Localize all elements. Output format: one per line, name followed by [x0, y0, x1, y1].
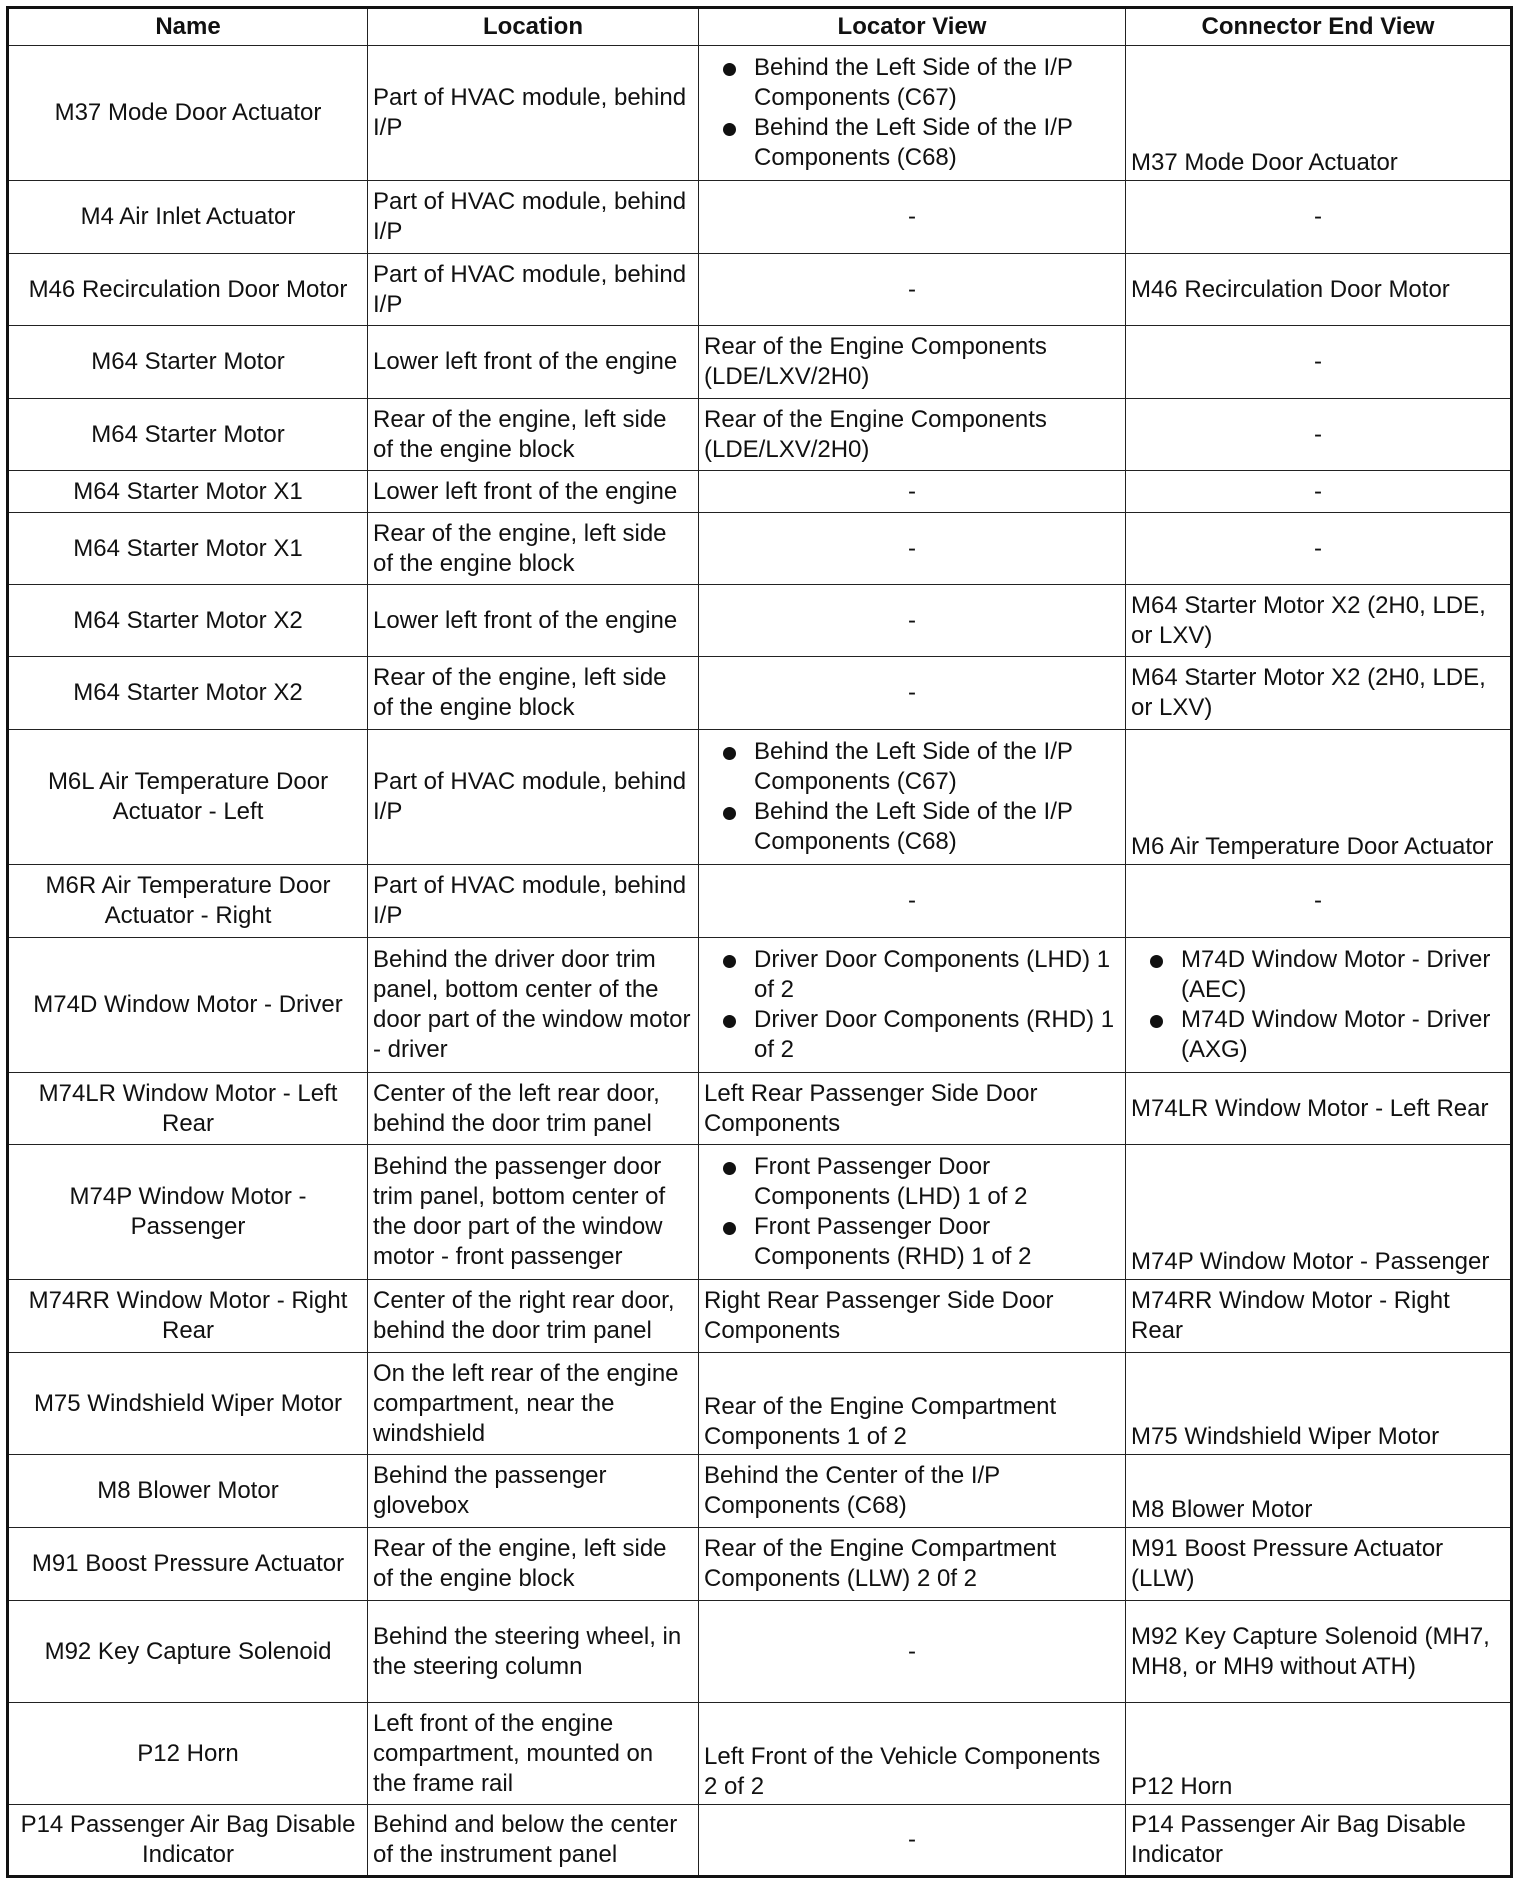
name-cell: M64 Starter Motor X1 — [8, 471, 368, 513]
connector-end-view-cell: P12 Horn — [1126, 1703, 1512, 1805]
connector-end-view-cell: M46 Recirculation Door Motor — [1126, 254, 1512, 326]
table-row — [8, 181, 1512, 254]
table-row — [8, 1601, 1512, 1703]
bullet-item — [704, 113, 1120, 173]
locator-view-cell: Rear of the Engine Compartment Components 1 of 2 — [699, 1353, 1126, 1455]
bullet-item — [704, 1005, 1120, 1065]
bullet-list — [704, 1152, 1120, 1272]
bullet-icon — [723, 1222, 736, 1235]
location-cell: Part of HVAC module, behind I/P — [368, 181, 699, 254]
connector-end-view-cell: M75 Windshield Wiper Motor — [1126, 1353, 1512, 1455]
bullet-text: Behind the Left Side of the I/P Components (C68) — [754, 798, 1073, 855]
header-connector-end-view: Connector End View — [1126, 8, 1512, 46]
locator-view-cell — [699, 46, 1126, 181]
name-cell: M4 Air Inlet Actuator — [8, 181, 368, 254]
locator-view-cell: Left Rear Passenger Side Door Components — [699, 1073, 1126, 1145]
connector-end-view-cell: - — [1126, 513, 1512, 585]
location-cell: Center of the right rear door, behind the door trim panel — [368, 1280, 699, 1353]
table-row — [8, 1280, 1512, 1353]
connector-end-view-cell: P14 Passenger Air Bag Disable Indicator — [1126, 1805, 1512, 1877]
bullet-item — [704, 53, 1120, 113]
bullet-list — [704, 945, 1120, 1065]
document-page — [6, 6, 1510, 1878]
name-cell: M92 Key Capture Solenoid — [8, 1601, 368, 1703]
location-cell: On the left rear of the engine compartment, near the windshield — [368, 1353, 699, 1455]
connector-end-view-cell: - — [1126, 865, 1512, 938]
connector-end-view-cell: M8 Blower Motor — [1126, 1455, 1512, 1528]
location-cell: Behind the passenger glovebox — [368, 1455, 699, 1528]
locator-view-cell: - — [699, 585, 1126, 657]
table-row — [8, 326, 1512, 399]
bullet-text: Front Passenger Door Components (LHD) 1 of 2 — [754, 1153, 1028, 1210]
connector-end-view-cell: M74P Window Motor - Passenger — [1126, 1145, 1512, 1280]
location-cell: Part of HVAC module, behind I/P — [368, 254, 699, 326]
table-row — [8, 1455, 1512, 1528]
locator-view-cell: Rear of the Engine Components (LDE/LXV/2H0) — [699, 326, 1126, 399]
connector-end-view-cell: M64 Starter Motor X2 (2H0, LDE, or LXV) — [1126, 585, 1512, 657]
table-row — [8, 46, 1512, 181]
locator-view-cell: - — [699, 1805, 1126, 1877]
name-cell: M6L Air Temperature Door Actuator - Left — [8, 730, 368, 865]
table-row — [8, 1805, 1512, 1877]
bullet-icon — [723, 123, 736, 136]
locator-view-cell: Rear of the Engine Compartment Components (LLW) 2 0f 2 — [699, 1528, 1126, 1601]
bullet-item — [1131, 1005, 1505, 1065]
locator-view-cell — [699, 938, 1126, 1073]
header-name: Name — [8, 8, 368, 46]
locator-view-cell: - — [699, 254, 1126, 326]
table-row — [8, 1145, 1512, 1280]
name-cell: M46 Recirculation Door Motor — [8, 254, 368, 326]
location-cell: Center of the left rear door, behind the door trim panel — [368, 1073, 699, 1145]
connector-end-view-cell: M92 Key Capture Solenoid (MH7, MH8, or MH9 without ATH) — [1126, 1601, 1512, 1703]
location-cell: Behind the passenger door trim panel, bottom center of the door part of the window motor - front passenger — [368, 1145, 699, 1280]
connector-end-view-cell: - — [1126, 181, 1512, 254]
location-cell: Lower left front of the engine — [368, 471, 699, 513]
location-cell: Part of HVAC module, behind I/P — [368, 865, 699, 938]
bullet-text: Driver Door Components (RHD) 1 of 2 — [754, 1006, 1115, 1063]
connector-end-view-cell: M74RR Window Motor - Right Rear — [1126, 1280, 1512, 1353]
bullet-item — [704, 1152, 1120, 1212]
bullet-text: Front Passenger Door Components (RHD) 1 of 2 — [754, 1213, 1032, 1270]
bullet-icon — [723, 955, 736, 968]
locator-view-cell: - — [699, 865, 1126, 938]
table-row — [8, 1703, 1512, 1805]
name-cell: M74D Window Motor - Driver — [8, 938, 368, 1073]
connector-end-view-cell: M6 Air Temperature Door Actuator — [1126, 730, 1512, 865]
table-row — [8, 513, 1512, 585]
name-cell: M75 Windshield Wiper Motor — [8, 1353, 368, 1455]
bullet-list — [1131, 945, 1505, 1065]
name-cell: M64 Starter Motor — [8, 326, 368, 399]
bullet-item — [1131, 945, 1505, 1005]
table-row — [8, 1353, 1512, 1455]
table-row — [8, 1073, 1512, 1145]
name-cell: M74RR Window Motor - Right Rear — [8, 1280, 368, 1353]
name-cell: M64 Starter Motor X1 — [8, 513, 368, 585]
bullet-icon — [1150, 1015, 1163, 1028]
location-cell: Rear of the engine, left side of the engine block — [368, 399, 699, 471]
location-cell: Rear of the engine, left side of the engine block — [368, 1528, 699, 1601]
connector-end-view-cell: - — [1126, 326, 1512, 399]
table-row — [8, 399, 1512, 471]
bullet-text: M74D Window Motor - Driver (AXG) — [1181, 1006, 1491, 1063]
header-location: Location — [368, 8, 699, 46]
header-locator-view: Locator View — [699, 8, 1126, 46]
name-cell: P14 Passenger Air Bag Disable Indicator — [8, 1805, 368, 1877]
bullet-icon — [723, 807, 736, 820]
locator-view-cell: - — [699, 471, 1126, 513]
location-cell: Left front of the engine compartment, mounted on the frame rail — [368, 1703, 699, 1805]
location-cell: Behind and below the center of the instrument panel — [368, 1805, 699, 1877]
component-locator-table — [6, 6, 1513, 1878]
location-cell: Part of HVAC module, behind I/P — [368, 730, 699, 865]
bullet-text: Driver Door Components (LHD) 1 of 2 — [754, 946, 1111, 1003]
location-cell: Part of HVAC module, behind I/P — [368, 46, 699, 181]
table-row — [8, 585, 1512, 657]
table-row — [8, 730, 1512, 865]
location-cell: Rear of the engine, left side of the engine block — [368, 513, 699, 585]
bullet-text: Behind the Left Side of the I/P Components (C68) — [754, 114, 1073, 171]
location-cell: Lower left front of the engine — [368, 585, 699, 657]
bullet-item — [704, 945, 1120, 1005]
locator-view-cell: - — [699, 657, 1126, 730]
locator-view-cell: Left Front of the Vehicle Components 2 of 2 — [699, 1703, 1126, 1805]
table-row — [8, 865, 1512, 938]
bullet-list — [704, 53, 1120, 173]
table-header-row — [8, 8, 1512, 46]
table-row — [8, 471, 1512, 513]
bullet-item — [704, 737, 1120, 797]
locator-view-cell: - — [699, 513, 1126, 585]
connector-end-view-cell: - — [1126, 399, 1512, 471]
table-row — [8, 938, 1512, 1073]
name-cell: M64 Starter Motor — [8, 399, 368, 471]
name-cell: M8 Blower Motor — [8, 1455, 368, 1528]
bullet-text: Behind the Left Side of the I/P Components (C67) — [754, 54, 1073, 111]
name-cell: P12 Horn — [8, 1703, 368, 1805]
location-cell: Lower left front of the engine — [368, 326, 699, 399]
connector-end-view-cell — [1126, 938, 1512, 1073]
connector-end-view-cell: M64 Starter Motor X2 (2H0, LDE, or LXV) — [1126, 657, 1512, 730]
bullet-item — [704, 797, 1120, 857]
connector-end-view-cell: M91 Boost Pressure Actuator (LLW) — [1126, 1528, 1512, 1601]
locator-view-cell: Right Rear Passenger Side Door Components — [699, 1280, 1126, 1353]
name-cell: M64 Starter Motor X2 — [8, 657, 368, 730]
bullet-list — [704, 737, 1120, 857]
connector-end-view-cell: - — [1126, 471, 1512, 513]
bullet-text: M74D Window Motor - Driver (AEC) — [1181, 946, 1491, 1003]
bullet-text: Behind the Left Side of the I/P Components (C67) — [754, 738, 1073, 795]
name-cell: M74P Window Motor - Passenger — [8, 1145, 368, 1280]
name-cell: M64 Starter Motor X2 — [8, 585, 368, 657]
bullet-icon — [723, 747, 736, 760]
bullet-item — [704, 1212, 1120, 1272]
locator-view-cell — [699, 1145, 1126, 1280]
table-row — [8, 254, 1512, 326]
bullet-icon — [1150, 955, 1163, 968]
locator-view-cell: Behind the Center of the I/P Components (C68) — [699, 1455, 1126, 1528]
locator-view-cell: - — [699, 1601, 1126, 1703]
name-cell: M74LR Window Motor - Left Rear — [8, 1073, 368, 1145]
name-cell: M91 Boost Pressure Actuator — [8, 1528, 368, 1601]
name-cell: M37 Mode Door Actuator — [8, 46, 368, 181]
bullet-icon — [723, 1015, 736, 1028]
connector-end-view-cell: M74LR Window Motor - Left Rear — [1126, 1073, 1512, 1145]
locator-view-cell: - — [699, 181, 1126, 254]
table-row — [8, 1528, 1512, 1601]
location-cell: Behind the steering wheel, in the steering column — [368, 1601, 699, 1703]
location-cell: Behind the driver door trim panel, bottom center of the door part of the window motor - driver — [368, 938, 699, 1073]
bullet-icon — [723, 63, 736, 76]
table-row — [8, 657, 1512, 730]
locator-view-cell — [699, 730, 1126, 865]
locator-view-cell: Rear of the Engine Components (LDE/LXV/2H0) — [699, 399, 1126, 471]
bullet-icon — [723, 1162, 736, 1175]
location-cell: Rear of the engine, left side of the engine block — [368, 657, 699, 730]
name-cell: M6R Air Temperature Door Actuator - Right — [8, 865, 368, 938]
connector-end-view-cell: M37 Mode Door Actuator — [1126, 46, 1512, 181]
